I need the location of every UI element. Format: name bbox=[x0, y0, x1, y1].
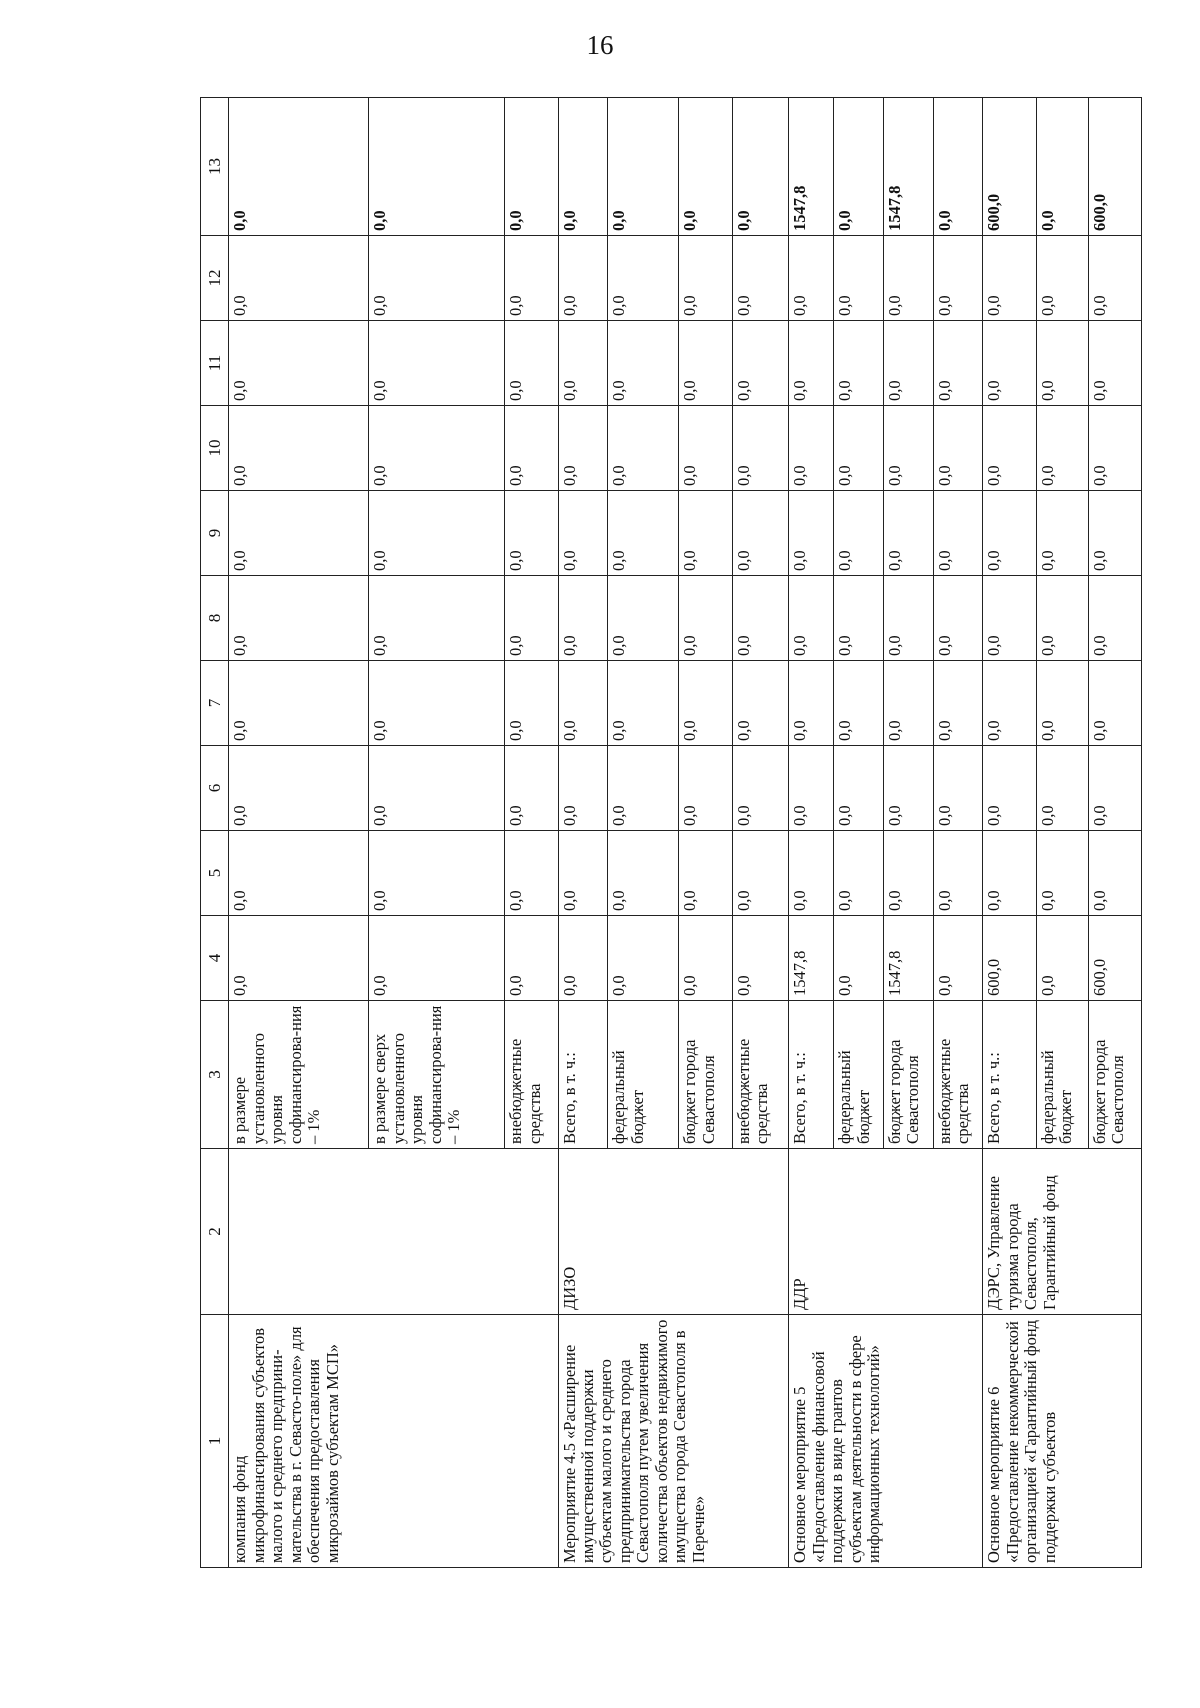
value-cell-col-6: 0,0 bbox=[558, 746, 608, 831]
value-cell-col-10: 0,0 bbox=[789, 406, 834, 491]
value-cell-col-13: 0,0 bbox=[229, 98, 369, 236]
page-number: 16 bbox=[586, 30, 614, 60]
value-cell-col-7: 0,0 bbox=[558, 661, 608, 746]
value-cell-col-9: 0,0 bbox=[834, 491, 884, 576]
funding-source: внебюджетные средства bbox=[732, 1001, 789, 1149]
measure-5-executor: ДДР bbox=[789, 1149, 983, 1315]
value-cell-col-9: 0,0 bbox=[679, 491, 732, 576]
value-cell-col-4: 0,0 bbox=[679, 916, 732, 1001]
measure-4-4-executor bbox=[229, 1149, 558, 1315]
value-cell-col-7: 0,0 bbox=[1036, 661, 1088, 746]
value-cell-col-9: 0,0 bbox=[789, 491, 834, 576]
table-row bbox=[229, 98, 369, 1568]
funding-source: Всего, в т. ч.: bbox=[789, 1001, 834, 1149]
value-cell-col-10: 0,0 bbox=[1036, 406, 1088, 491]
value-cell-col-13: 1547,8 bbox=[883, 98, 933, 236]
value-cell-col-5: 0,0 bbox=[229, 831, 369, 916]
value-cell-col-13: 0,0 bbox=[679, 98, 732, 236]
header-row bbox=[201, 98, 229, 1568]
column-header-12: 12 bbox=[201, 236, 229, 321]
value-cell-col-11: 0,0 bbox=[883, 321, 933, 406]
value-cell-col-4: 1547,8 bbox=[789, 916, 834, 1001]
value-cell-col-6: 0,0 bbox=[1088, 746, 1141, 831]
value-cell-col-8: 0,0 bbox=[558, 576, 608, 661]
funding-source: федеральный бюджет bbox=[834, 1001, 884, 1149]
value-cell-col-7: 0,0 bbox=[1088, 661, 1141, 746]
value-cell-col-12: 0,0 bbox=[732, 236, 789, 321]
column-header-3: 3 bbox=[201, 1001, 229, 1149]
value-cell-col-9: 0,0 bbox=[1088, 491, 1141, 576]
value-cell-col-7: 0,0 bbox=[608, 661, 679, 746]
value-cell-col-4: 0,0 bbox=[933, 916, 983, 1001]
column-header-11: 11 bbox=[201, 321, 229, 406]
value-cell-col-6: 0,0 bbox=[883, 746, 933, 831]
funding-source: бюджет города Севастополя bbox=[883, 1001, 933, 1149]
value-cell-col-13: 0,0 bbox=[608, 98, 679, 236]
value-cell-col-4: 0,0 bbox=[505, 916, 558, 1001]
value-cell-col-9: 0,0 bbox=[933, 491, 983, 576]
value-cell-col-13: 0,0 bbox=[369, 98, 505, 236]
value-cell-col-13: 600,0 bbox=[1088, 98, 1141, 236]
value-cell-col-6: 0,0 bbox=[933, 746, 983, 831]
value-cell-col-7: 0,0 bbox=[834, 661, 884, 746]
value-cell-col-7: 0,0 bbox=[883, 661, 933, 746]
value-cell-col-8: 0,0 bbox=[608, 576, 679, 661]
value-cell-col-13: 0,0 bbox=[933, 98, 983, 236]
value-cell-col-11: 0,0 bbox=[558, 321, 608, 406]
value-cell-col-6: 0,0 bbox=[229, 746, 369, 831]
value-cell-col-5: 0,0 bbox=[883, 831, 933, 916]
value-cell-col-10: 0,0 bbox=[558, 406, 608, 491]
value-cell-col-8: 0,0 bbox=[369, 576, 505, 661]
value-cell-col-6: 0,0 bbox=[834, 746, 884, 831]
rotated-table-container bbox=[200, 108, 1142, 1568]
table-row bbox=[558, 98, 608, 1568]
value-cell-col-10: 0,0 bbox=[834, 406, 884, 491]
value-cell-col-11: 0,0 bbox=[679, 321, 732, 406]
value-cell-col-8: 0,0 bbox=[1036, 576, 1088, 661]
value-cell-col-10: 0,0 bbox=[608, 406, 679, 491]
value-cell-col-8: 0,0 bbox=[732, 576, 789, 661]
value-cell-col-12: 0,0 bbox=[558, 236, 608, 321]
value-cell-col-6: 0,0 bbox=[679, 746, 732, 831]
table-row bbox=[789, 98, 834, 1568]
value-cell-col-12: 0,0 bbox=[1088, 236, 1141, 321]
measure-6-executor: ДЭРС, Управление туризма города Севастополя, Гарантийный фонд bbox=[983, 1149, 1142, 1315]
funding-source: бюджет города Севастополя bbox=[1088, 1001, 1141, 1149]
value-cell-col-9: 0,0 bbox=[505, 491, 558, 576]
value-cell-col-12: 0,0 bbox=[1036, 236, 1088, 321]
value-cell-col-8: 0,0 bbox=[1088, 576, 1141, 661]
value-cell-col-9: 0,0 bbox=[732, 491, 789, 576]
value-cell-col-13: 0,0 bbox=[505, 98, 558, 236]
value-cell-col-7: 0,0 bbox=[505, 661, 558, 746]
value-cell-col-9: 0,0 bbox=[558, 491, 608, 576]
measure-4-5-title: Мероприятие 4.5 «Расширение имущественной поддержки субъектам малого и среднего предпринимательства города Севастополя путем увеличения количества объектов недвижимого имущества города Севастополя в Перечне» bbox=[558, 1315, 789, 1568]
value-cell-col-11: 0,0 bbox=[983, 321, 1036, 406]
column-header-7: 7 bbox=[201, 661, 229, 746]
funding-source: бюджет города Севастополя bbox=[679, 1001, 732, 1149]
value-cell-col-4: 0,0 bbox=[229, 916, 369, 1001]
value-cell-col-12: 0,0 bbox=[679, 236, 732, 321]
value-cell-col-4: 0,0 bbox=[834, 916, 884, 1001]
value-cell-col-7: 0,0 bbox=[789, 661, 834, 746]
value-cell-col-9: 0,0 bbox=[883, 491, 933, 576]
value-cell-col-12: 0,0 bbox=[608, 236, 679, 321]
value-cell-col-9: 0,0 bbox=[369, 491, 505, 576]
value-cell-col-4: 0,0 bbox=[732, 916, 789, 1001]
value-cell-col-7: 0,0 bbox=[732, 661, 789, 746]
value-cell-col-5: 0,0 bbox=[558, 831, 608, 916]
value-cell-col-10: 0,0 bbox=[732, 406, 789, 491]
value-cell-col-6: 0,0 bbox=[608, 746, 679, 831]
value-cell-col-11: 0,0 bbox=[789, 321, 834, 406]
value-cell-col-10: 0,0 bbox=[505, 406, 558, 491]
funding-source: в размере сверх установленного уровня софинансирова-ния – 1% bbox=[369, 1001, 505, 1149]
funding-source: внебюджетные средства bbox=[505, 1001, 558, 1149]
value-cell-col-11: 0,0 bbox=[505, 321, 558, 406]
value-cell-col-13: 1547,8 bbox=[789, 98, 834, 236]
value-cell-col-5: 0,0 bbox=[679, 831, 732, 916]
value-cell-col-8: 0,0 bbox=[789, 576, 834, 661]
value-cell-col-6: 0,0 bbox=[983, 746, 1036, 831]
value-cell-col-11: 0,0 bbox=[1088, 321, 1141, 406]
column-header-5: 5 bbox=[201, 831, 229, 916]
budget-table bbox=[200, 97, 1142, 1568]
value-cell-col-7: 0,0 bbox=[229, 661, 369, 746]
value-cell-col-8: 0,0 bbox=[883, 576, 933, 661]
value-cell-col-4: 0,0 bbox=[369, 916, 505, 1001]
value-cell-col-8: 0,0 bbox=[933, 576, 983, 661]
value-cell-col-10: 0,0 bbox=[1088, 406, 1141, 491]
value-cell-col-11: 0,0 bbox=[732, 321, 789, 406]
value-cell-col-12: 0,0 bbox=[983, 236, 1036, 321]
value-cell-col-5: 0,0 bbox=[608, 831, 679, 916]
column-header-8: 8 bbox=[201, 576, 229, 661]
value-cell-col-7: 0,0 bbox=[933, 661, 983, 746]
value-cell-col-8: 0,0 bbox=[229, 576, 369, 661]
value-cell-col-12: 0,0 bbox=[505, 236, 558, 321]
column-header-4: 4 bbox=[201, 916, 229, 1001]
measure-6-title: Основное мероприятие 6 «Предоставление некоммерческой организацией «Гарантийный фонд поддержки субъектов bbox=[983, 1315, 1142, 1568]
value-cell-col-6: 0,0 bbox=[732, 746, 789, 831]
value-cell-col-4: 600,0 bbox=[983, 916, 1036, 1001]
value-cell-col-5: 0,0 bbox=[732, 831, 789, 916]
funding-source: федеральный бюджет bbox=[1036, 1001, 1088, 1149]
value-cell-col-5: 0,0 bbox=[369, 831, 505, 916]
value-cell-col-9: 0,0 bbox=[983, 491, 1036, 576]
column-header-9: 9 bbox=[201, 491, 229, 576]
value-cell-col-5: 0,0 bbox=[789, 831, 834, 916]
value-cell-col-5: 0,0 bbox=[1036, 831, 1088, 916]
value-cell-col-9: 0,0 bbox=[229, 491, 369, 576]
funding-source: Всего, в т. ч.: bbox=[983, 1001, 1036, 1149]
value-cell-col-5: 0,0 bbox=[834, 831, 884, 916]
funding-source: в размере установленного уровня софинансирова-ния – 1% bbox=[229, 1001, 369, 1149]
value-cell-col-6: 0,0 bbox=[505, 746, 558, 831]
value-cell-col-8: 0,0 bbox=[679, 576, 732, 661]
value-cell-col-10: 0,0 bbox=[229, 406, 369, 491]
value-cell-col-7: 0,0 bbox=[983, 661, 1036, 746]
value-cell-col-4: 0,0 bbox=[1036, 916, 1088, 1001]
value-cell-col-10: 0,0 bbox=[883, 406, 933, 491]
value-cell-col-7: 0,0 bbox=[679, 661, 732, 746]
value-cell-col-10: 0,0 bbox=[679, 406, 732, 491]
funding-source: Всего, в т. ч.: bbox=[558, 1001, 608, 1149]
value-cell-col-13: 600,0 bbox=[983, 98, 1036, 236]
column-header-10: 10 bbox=[201, 406, 229, 491]
value-cell-col-4: 600,0 bbox=[1088, 916, 1141, 1001]
value-cell-col-8: 0,0 bbox=[505, 576, 558, 661]
value-cell-col-12: 0,0 bbox=[933, 236, 983, 321]
value-cell-col-10: 0,0 bbox=[933, 406, 983, 491]
value-cell-col-4: 0,0 bbox=[558, 916, 608, 1001]
funding-source: внебюджетные средства bbox=[933, 1001, 983, 1149]
value-cell-col-6: 0,0 bbox=[789, 746, 834, 831]
measure-4-4-title: компания фонд микрофинансирования субъектов малого и среднего предприни-мательства в г. Севасто-поле» для обеспечения предоставления микрозаймов субъектам МСП» bbox=[229, 1315, 558, 1568]
value-cell-col-4: 1547,8 bbox=[883, 916, 933, 1001]
value-cell-col-11: 0,0 bbox=[834, 321, 884, 406]
value-cell-col-8: 0,0 bbox=[834, 576, 884, 661]
value-cell-col-13: 0,0 bbox=[834, 98, 884, 236]
value-cell-col-8: 0,0 bbox=[983, 576, 1036, 661]
column-header-1: 1 bbox=[201, 1315, 229, 1568]
value-cell-col-13: 0,0 bbox=[558, 98, 608, 236]
value-cell-col-6: 0,0 bbox=[1036, 746, 1088, 831]
value-cell-col-11: 0,0 bbox=[229, 321, 369, 406]
value-cell-col-5: 0,0 bbox=[505, 831, 558, 916]
value-cell-col-12: 0,0 bbox=[369, 236, 505, 321]
value-cell-col-10: 0,0 bbox=[369, 406, 505, 491]
measure-4-5-executor: ДИЗО bbox=[558, 1149, 789, 1315]
value-cell-col-5: 0,0 bbox=[933, 831, 983, 916]
value-cell-col-9: 0,0 bbox=[608, 491, 679, 576]
value-cell-col-12: 0,0 bbox=[883, 236, 933, 321]
value-cell-col-11: 0,0 bbox=[1036, 321, 1088, 406]
value-cell-col-6: 0,0 bbox=[369, 746, 505, 831]
column-header-6: 6 bbox=[201, 746, 229, 831]
value-cell-col-12: 0,0 bbox=[834, 236, 884, 321]
value-cell-col-5: 0,0 bbox=[1088, 831, 1141, 916]
value-cell-col-9: 0,0 bbox=[1036, 491, 1088, 576]
value-cell-col-12: 0,0 bbox=[789, 236, 834, 321]
value-cell-col-11: 0,0 bbox=[933, 321, 983, 406]
value-cell-col-10: 0,0 bbox=[983, 406, 1036, 491]
column-header-13: 13 bbox=[201, 98, 229, 236]
measure-5-title: Основное мероприятие 5 «Предоставление финансовой поддержки в виде грантов субъектам деятельности в сфере информационных технологий» bbox=[789, 1315, 983, 1568]
value-cell-col-4: 0,0 bbox=[608, 916, 679, 1001]
value-cell-col-11: 0,0 bbox=[608, 321, 679, 406]
value-cell-col-13: 0,0 bbox=[732, 98, 789, 236]
table-row bbox=[983, 98, 1036, 1568]
value-cell-col-13: 0,0 bbox=[1036, 98, 1088, 236]
value-cell-col-7: 0,0 bbox=[369, 661, 505, 746]
value-cell-col-11: 0,0 bbox=[369, 321, 505, 406]
funding-source: федеральный бюджет bbox=[608, 1001, 679, 1149]
value-cell-col-5: 0,0 bbox=[983, 831, 1036, 916]
value-cell-col-12: 0,0 bbox=[229, 236, 369, 321]
column-header-2: 2 bbox=[201, 1149, 229, 1315]
